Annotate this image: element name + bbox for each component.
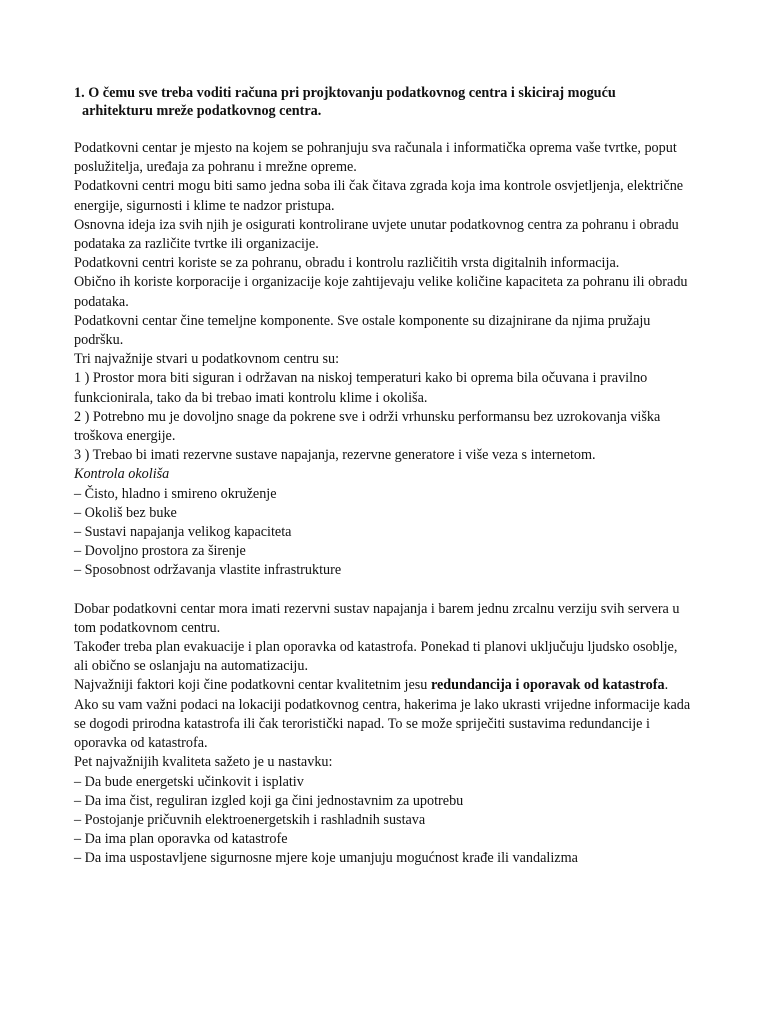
list-item: – Postojanje pričuvnih elektroenergetskih i rashladnih sustava bbox=[74, 811, 426, 828]
paragraph-5: Obično ih koriste korporacije i organizacije koje zahtijevaju velike količine kapaciteta za pohranu ili obradu podataka. bbox=[74, 274, 688, 310]
list-item: – Čisto, hladno i smireno okruženje bbox=[74, 485, 277, 502]
list-item: – Da ima uspostavljene sigurnosne mjere koje umanjuju mogućnost krađe ili vandalizma bbox=[74, 850, 578, 867]
numbered-item-1: 1 ) Prostor mora biti siguran i održavan na niskoj temperaturi kako bi oprema bila očuvana i pravilno funkcionirala, tako da bi trebao imati kontrolu klime i okoliša. bbox=[74, 370, 648, 406]
list-item: – Sustavi napajanja velikog kapaciteta bbox=[74, 524, 292, 541]
document-body bbox=[74, 139, 694, 869]
list-item: – Okoliš bez buke bbox=[74, 504, 177, 521]
paragraph-9: Također treba plan evakuacije i plan oporavka od katastrofa. Ponekad ti planovi uključuju ljudsko osoblje, ali obično se oslanjaju na automatizaciju. bbox=[74, 639, 678, 675]
list-item: – Dovoljno prostora za širenje bbox=[74, 543, 246, 560]
key-factors-before: Najvažniji faktori koji čine podatkovni centar kvalitetnim jesu bbox=[74, 677, 431, 694]
paragraph-1: Podatkovni centar je mjesto na kojem se pohranjuju sva računala i informatička oprema vaše tvrtke, poput poslužitelja, uređaja za pohranu i mrežne opreme. bbox=[74, 140, 677, 176]
key-factors-bold: redundancija i oporavak od katastrofa bbox=[430, 677, 665, 694]
paragraph-3: Osnovna ideja iza svih njih je osigurati kontrolirane uvjete unutar podatkovnog centra za pohranu i obradu podataka za različite tvrtke ili organizacije. bbox=[74, 216, 679, 253]
list-item: – Sposobnost održavanja vlastite infrastrukture bbox=[74, 562, 342, 579]
numbered-item-3: 3 ) Trebao bi imati rezervne sustave napajanja, rezervne generatore i više veza s internetom. bbox=[74, 447, 596, 464]
list-item: – Da ima čist, reguliran izgled koji ga čini jednostavnim za upotrebu bbox=[74, 792, 464, 809]
list-item: – Da bude energetski učinkovit i isplativ bbox=[74, 773, 304, 790]
paragraph-7: Tri najvažnije stvari u podatkovnom centru su: bbox=[74, 351, 340, 368]
paragraph-6: Podatkovni centar čine temeljne komponente. Sve ostale komponente su dizajnirane da njima pružaju podršku. bbox=[74, 312, 651, 349]
paragraph-gap bbox=[74, 581, 694, 600]
key-factors-paragraph bbox=[74, 676, 694, 753]
heading-line-2: arhitekturu mreže podatkovnog centra. bbox=[82, 103, 322, 119]
heading-line-1: 1. O čemu sve treba voditi računa pri projktovanju podatkovnog centra i skiciraj moguću bbox=[74, 85, 616, 101]
paragraph-2: Podatkovni centri mogu biti samo jedna soba ili čak čitava zgrada koja ima kontrole osvjetljenja, električne energije, sigurnosti i klime te nadzor pristupa. bbox=[74, 178, 684, 214]
document-page bbox=[74, 84, 694, 869]
environment-title: Kontrola okoliša bbox=[74, 466, 170, 483]
paragraph-8: Dobar podatkovni centar mora imati rezervni sustav napajanja i barem jednu zrcalnu verziju svih servera u tom podatkovnom centru. bbox=[74, 600, 680, 636]
numbered-item-2: 2 ) Potrebno mu je dovoljno snage da pokrene sve i održi vrhunsku performansu bez uzrokovanja viška troškova energije. bbox=[74, 408, 661, 445]
list-item: – Da ima plan oporavka od katastrofe bbox=[74, 831, 288, 848]
question-heading bbox=[74, 84, 694, 120]
paragraph-4: Podatkovni centri koriste se za pohranu, obradu i kontrolu različitih vrsta digitalnih informacija. bbox=[74, 255, 620, 272]
key-factors-after: . Ako su vam važni podaci na lokaciji podatkovnog centra, hakerima je lako ukrasti vrijedne informacije kada se dogodi prirodna katastrofa ili čak teroristički napad. To se može spriječiti sustavima redundancije i oporavka od katastrofa. bbox=[74, 677, 691, 752]
qualities-intro: Pet najvažnijih kvaliteta sažeto je u nastavku: bbox=[74, 754, 333, 771]
